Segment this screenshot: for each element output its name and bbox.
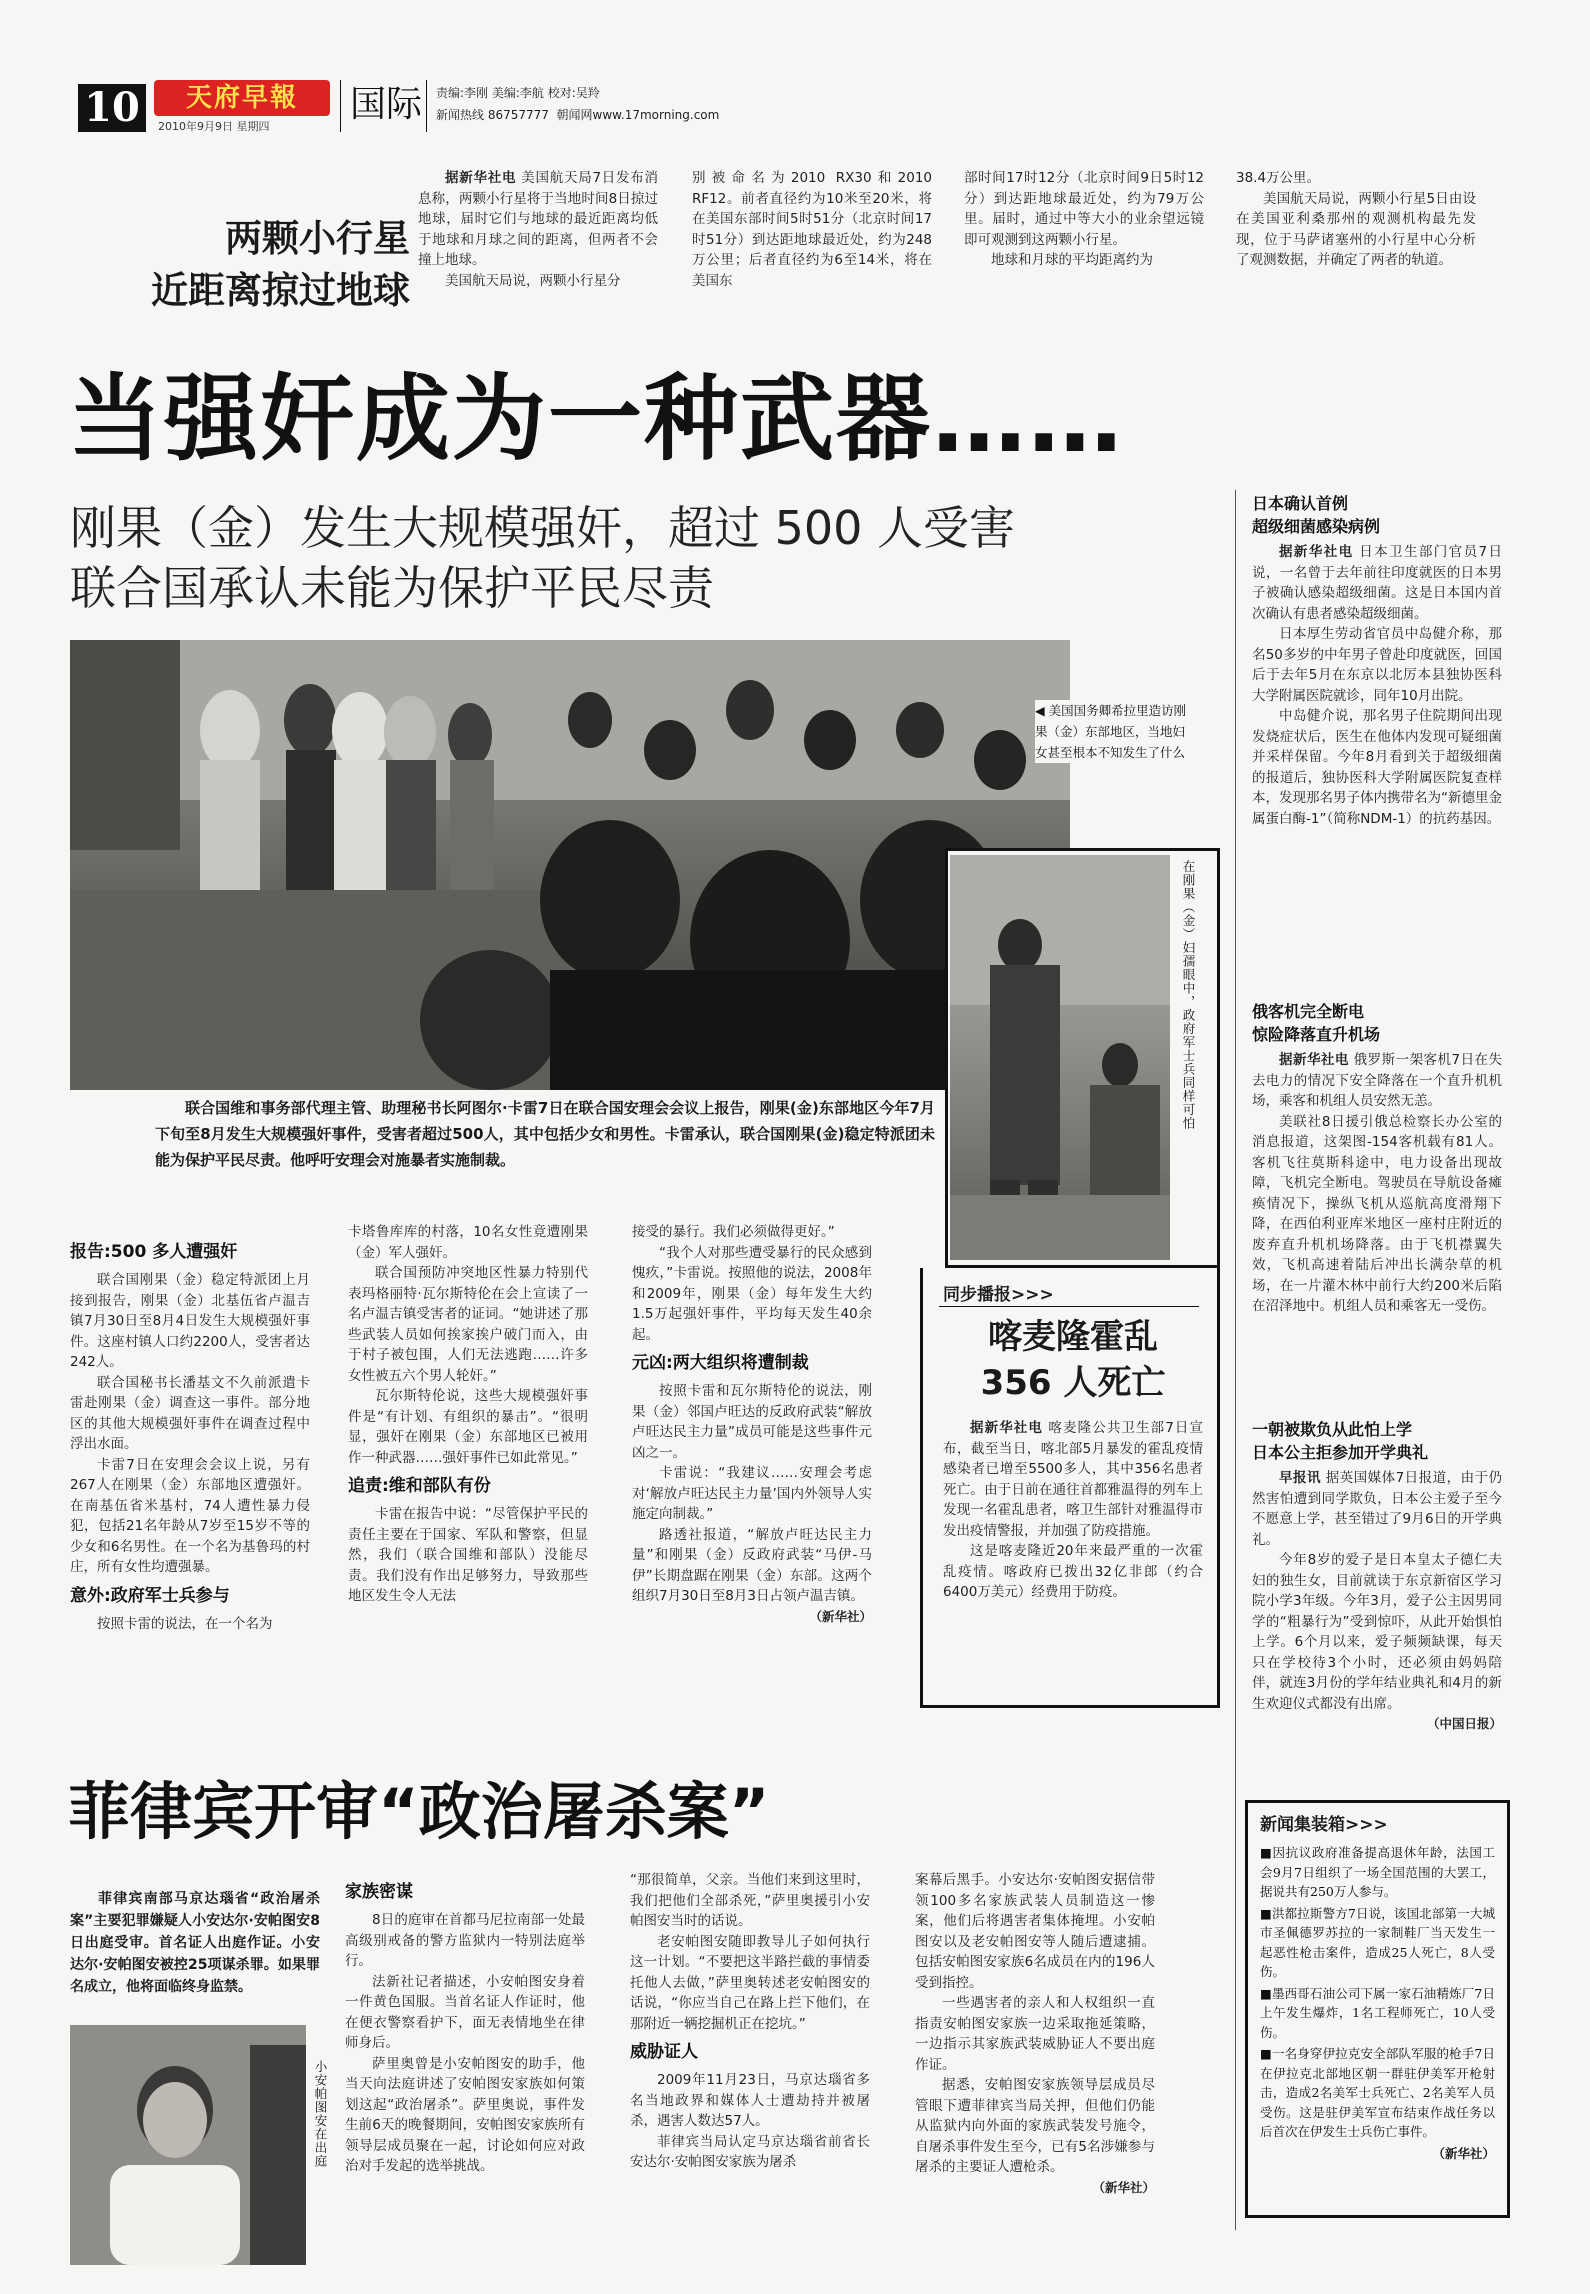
- phil-photo-content: [70, 2025, 306, 2265]
- sidebar-divider: [1235, 490, 1236, 2230]
- hillary-congo-photo: [70, 640, 1070, 1090]
- photo1-caption: ◀ 美国国务卿希拉里造访刚果（金）东部地区，当地妇女甚至根本不知发生了什么: [1035, 703, 1187, 760]
- main-headline: 当强奸成为一种武器……: [68, 365, 1125, 474]
- page-header: [58, 78, 1558, 138]
- phil-subhead-plot: 家族密谋: [345, 1882, 413, 1902]
- sidebar-story-2: 俄客机完全断电 惊险降落直升机场 据新华社电 俄罗斯一架客机7日在失去电力的情况下安全降落在一个直升机机场，乘客和机组人员安然无恙。 美联社8日援引俄总检察长办公室的消息报道，这架图-154客机载有81人。客机飞往莫斯科途中，电力设备出现故障，飞机完全断电。驾驶员在导航设备瘫痪情况下，操纵飞机从巡航高度滑翔下降，在西伯利亚库米地区一座村庄附近的废弃直升机机场降落。由于飞机襟翼失效，飞机高速着陆后冲出长满杂草的机场，在一片灌木林中前行大约200米后陷在沼泽地中。机组人员和乘客无一受伤。: [1252, 1002, 1503, 1314]
- phil-credit: （新华社）: [1092, 2179, 1155, 2195]
- phil-photo-caption: 小安帕图安在出庭: [313, 2060, 328, 2168]
- main-col-1: 报告:500 多人遭强奸 联合国刚果（金）稳定特派团上月接到报告，刚果（金）北基伍省卢温吉镇7月30日至8月4日发生大规模强奸事件。这座村镇人口约2200人，受害者达242人。 联合国秘书长潘基文不久前派遣卡雷赴刚果（金）调查这一事件。部分地区的其他大规模强奸事件在调查过程中浮出水面。 卡雷7日在安理会会议上说，另有267人在刚果（金）东部地区遭强奸。在南基伍省米基村，74人遭性暴力侵犯，包括21名年龄从7岁至15岁不等的少女和6名男性。在一个名为基鲁玛的村庄，所有女性均遭强暴。 意外:政府军士兵参与 按照卡雷的说法，在一个名为: [70, 1242, 310, 1632]
- news-item-4: ■一名身穿伊拉克安全部队军服的枪手7日在伊拉克北部地区朝一群驻伊美军开枪射击，造成2名美军士兵死亡、2名美军人员受伤。这是驻伊美军宣布结束作战任务以后首次在伊发生士兵伤亡事件。: [1260, 2046, 1495, 2139]
- soldier-photo: [950, 855, 1170, 1260]
- news-box-title: 新闻集装箱>>>: [1260, 1815, 1388, 1835]
- cameroon-body: 据新华社电 喀麦隆公共卫生部7日宣布，截至当日，喀北部5月暴发的霍乱疫情感染者已增至5500多人，其中356名患者死亡。由于日前在通往首都雅温得的列车上发现一名霍乱患者，喀卫生部针对雅温得市发出疫情警报，并加强了防疫措施。 这是喀麦隆近20年来最严重的一次霍乱疫情。喀政府已拨出32亿非郎（约合6400万美元）经费用于防疫。: [943, 1420, 1204, 1600]
- news-item-1: ■因抗议政府准备提高退休年龄，法国工会9月7日组织了一场全国范围的大罢工，据说共有250万人参与。: [1260, 1845, 1495, 1899]
- news-item-2: ■洪都拉斯警方7日说，该国北部第一大城市圣佩德罗苏拉的一家制鞋厂当天发生一起恶性枪击案件，造成25人死亡，8人受伤。: [1260, 1905, 1495, 1979]
- subhead-culprits: 元凶:两大组织将遭制裁: [632, 1353, 809, 1373]
- phil-col-3: 案幕后黑手。小安达尔·安帕图安据信带领100多名家族武装人员制造这一惨案，他们后将遇害者集体掩埋。小安帕图安以及老安帕图安等人随后遭逮捕。包括安帕图安家族6名成员在内的196人受到指控。 一些遇害者的亲人和人权组织一直指责安帕图安家族一边采取拖延策略，一边指示其家族武装威胁证人不要出庭作证。 据悉，安帕图安家族领导层成员尽管眼下遭菲律宾当局关押，但他们仍能从监狱内向外面的家族武装发号施令，自屠杀事件发生至今，已有5名涉嫌参与屠杀的主要证人遭枪杀。 （新华社）: [915, 1870, 1155, 2198]
- section-name: 国际: [350, 84, 423, 125]
- phil-col-1: 家族密谋 8日的庭审在首都马尼拉南部一处最高级别戒备的警方监狱内一特别法庭举行。 法新社记者描述，小安帕图安身着一件黄色国服。当首名证人作证时，他在便衣警察看护下，面无表情地坐在律师身后。 萨里奥曾是小安帕图安的助手，他当天向法庭讲述了安帕图安家族如何策划这起“政治屠杀”。萨里奥说，事件发生前6天的晚餐期间，安帕图安家族所有领导层成员聚在一起，讨论如何应对政治对手发起的选举挑战。: [345, 1882, 585, 2174]
- sidebar-story-3: 一朝被欺负从此怕上学 日本公主拒参加开学典礼 早报讯 据英国媒体7日报道，由于仍然害怕遭到同学欺负，日本公主爱子至今不愿意上学，甚至错过了9月6日的开学典礼。 今年8岁的爱子是日本皇太子德仁夫妇的独生女，目前就读于东京新宿区学习院小学3年级。今年3月，爱子公主因男同学的“粗暴行为”受到惊吓，从此开始惧怕上学。6个月以来，爱子频频缺课，每天只在学校待3个小时，还必须由妈妈陪伴，就连3月份的学年结业典礼和4月的新生欢迎仪式都没有出席。 （中国日报）: [1252, 1418, 1502, 1735]
- staff-credits: 责编:李刚 美编:李航 校对:吴羚: [436, 86, 600, 100]
- s1-title: 日本确认首例 超级细菌感染病例: [1252, 494, 1381, 536]
- cameroon-title: 喀麦隆霍乱 356 人死亡: [980, 1317, 1166, 1403]
- asteroid-col-1: 据新华社电 美国航天局7日发布消息称，两颗小行星将于当地时间8日掠过地球，届时它们与地球的最近距离均低于地球和月球之间的距离，但两者不会撞上地球。 美国航天局说，两颗小行星分: [418, 170, 659, 289]
- main-col-3: 接受的暴行。我们必须做得更好。” “我个人对那些遭受暴行的民众感到愧疚，”卡雷说。按照他的说法，2008年和2009年，刚果（金）每年发生大约1.5万起强奸事件，平均每天发生40余起。 元凶:两大组织将遭制裁 按照卡雷和瓦尔斯特伦的说法，刚果（金）邻国卢旺达的反政府武装“解放卢旺达民主力量”成员可能是这些事件元凶之一。 卡雷说：“我建议……安理会考虑对‘解放卢旺达民主力量’国内外领导人实施定向制裁。” 路透社报道，“解放卢旺达民主力量”和刚果（金）反政府武装“马伊-马伊”长期盘踞在刚果（金）东部。这两个组织7月30日至8月3日占领卢温吉镇。 （新华社）: [632, 1222, 872, 1627]
- asteroid-title-2: 近距离掠过地球: [151, 268, 410, 312]
- header-divider-2: [426, 80, 427, 132]
- cameroon-label: 同步播报>>>: [943, 1285, 1054, 1305]
- cameroon-box: [920, 1268, 1220, 1708]
- s3-credit: （中国日报）: [1426, 1716, 1502, 1731]
- asteroid-title-1: 两颗小行星: [225, 216, 410, 260]
- phil-lede: 菲律宾南部马京达瑙省“政治屠杀案”主要犯罪嫌疑人小安达尔·安帕图安8日出庭受审。首名证人出庭作证。小安达尔·安帕图安被控25项谋杀罪。如果罪名成立，他将面临终身监禁。: [70, 1891, 320, 1995]
- main-lede: 联合国维和事务部代理主管、助理秘书长阿图尔·卡雷7日在联合国安理会会议上报告，刚果(金)东部地区今年7月下旬至8月发生大规模强奸事件，受害者超过500人，其中包括少女和男性。卡雷承认，联合国刚果(金)稳定特派团未能为保护平民尽责。他呼吁安理会对施暴者实施制裁。: [155, 1099, 935, 1169]
- asteroid-col-3: 部时间17时12分（北京时间9日5时12分）到达距地球最近处，约为79万公里。届时，通过中等大小的业余望远镜即可观测到这两颗小行星。 地球和月球的平均距离约为: [964, 170, 1204, 268]
- news-box: [1245, 1800, 1510, 2218]
- cameroon-rule: [939, 1306, 1199, 1307]
- sidebar-story-1: 日本确认首例 超级细菌感染病例 据新华社电 日本卫生部门官员7日说，一名曾于去年前往印度就医的日本男子被确认感染超级细菌。这是日本国内首次确认有患者感染超级细菌。 日本厚生劳动省官员中岛健介称，那名50多岁的中年男子曾赴印度就医，回国后于去年5月在东京以北厉本县独协医科大学附属医院就诊，同年10月出院。 中岛健介说，那名男子住院期间出现发烧症状后，医生在他体内发现可疑细菌并采样保留。今年8月看到关于超级细菌的报道后，独协医科大学附属医院复查样本，发现那名男子体内携带名为“新德里金属蛋白酶-1”（简称NDM-1）的抗药基因。: [1252, 494, 1503, 827]
- header-divider: [340, 80, 341, 132]
- news-box-credit: （新华社）: [1432, 2145, 1495, 2161]
- subhead-report: 报告:500 多人遭强奸: [70, 1242, 238, 1262]
- asteroid-col-4: 38.4万公里。 美国航天局说，两颗小行星5日由设在美国亚利桑那州的观测机构最先发现，位于马萨诸塞州的小行星中心分析了观测数据，并确定了两者的轨道。: [1236, 170, 1476, 268]
- soldier-photo-content: [950, 855, 1170, 1260]
- page-number: 10: [78, 84, 146, 132]
- main-credit: （新华社）: [809, 1608, 872, 1624]
- phil-subhead-witness: 威胁证人: [630, 2042, 698, 2062]
- phil-headline: 菲律宾开审“政治屠杀案”: [68, 1775, 770, 1848]
- s3-title: 一朝被欺负从此怕上学 日本公主拒参加开学典礼: [1252, 1420, 1429, 1462]
- newspaper-logo: 天府早報: [154, 80, 330, 116]
- photo1-caption-box: [1035, 700, 1195, 763]
- phil-col-2: “那很简单，父亲。当他们来到这里时，我们把他们全部杀死，”萨里奥援引小安帕图安当时的话说。 老安帕图安随即教导儿子如何执行这一计划。“不要把这半路拦截的事情委托他人去做，”萨里奥转述老安帕图安的话说，“你应当自己在路上拦下他们，在那附近一辆挖掘机正在挖坑。” 威胁证人 2009年11月23日，马京达瑙省多名当地政界和媒体人士遭劫持并被屠杀，遇害人数达57人。 菲律宾当局认定马京达瑙省前省长安达尔·安帕图安家族为屠杀: [630, 1872, 870, 2170]
- subhead-surprise: 意外:政府军士兵参与: [70, 1585, 230, 1606]
- photo-content: [70, 640, 1070, 1090]
- hotline: 新闻热线 86757777 朝闻网www.17morning.com: [436, 108, 720, 122]
- phil-defendant-photo: [70, 2025, 306, 2265]
- deck-line-2: 联合国承认未能为保护平民尽责: [70, 561, 714, 615]
- asteroid-headline: [130, 212, 410, 316]
- main-deck: [70, 498, 1250, 618]
- asteroid-col-2: 别被命名为2010 RX30和2010 RF12。前者直径约为10米至20米，将在美国东部时间5时51分（北京时间17时51分）到达距地球最近处，约为248万公里；后者直径约为6至14米，将在美国东: [692, 170, 932, 289]
- subhead-accountability: 追责:维和部队有份: [348, 1476, 491, 1496]
- deck-line-1: 刚果（金）发生大规模强奸，超过 500 人受害: [70, 501, 1016, 555]
- main-col-2: 卡塔鲁库库的村落，10名女性竟遭刚果（金）军人强奸。 联合国预防冲突地区性暴力特别代表玛格丽特·瓦尔斯特伦在会上宣读了一名卢温吉镇受害者的证词。“她讲述了那些武装人员如何挨家挨户破门而入，由于村子被包围，人们无法逃跑……许多女性被五六个男人轮奸。” 瓦尔斯特伦说，这些大规模强奸事件是“有计划、有组织的暴击”。“很明显，强奸在刚果（金）东部地区已被用作一种武器……强奸事件已如此常见。” 追责:维和部队有份 卡雷在报告中说：“尽管保护平民的责任主要在于国家、军队和警察，但显然，我们（联合国维和部队）没能尽责。我们没有作出足够努力，导致那些地区发生令人无法: [348, 1224, 588, 1604]
- issue-date: 2010年9月9日 星期四: [158, 120, 270, 133]
- s2-title: 俄客机完全断电 惊险降落直升机场: [1252, 1002, 1381, 1044]
- photo2-caption: 在刚果（金）妇孺眼中，政府军士兵同样可怕: [1181, 860, 1196, 1130]
- news-item-3: ■墨西哥石油公司下属一家石油精炼厂7日上午发生爆炸，1名工程师死亡，10人受伤。: [1260, 1985, 1495, 2040]
